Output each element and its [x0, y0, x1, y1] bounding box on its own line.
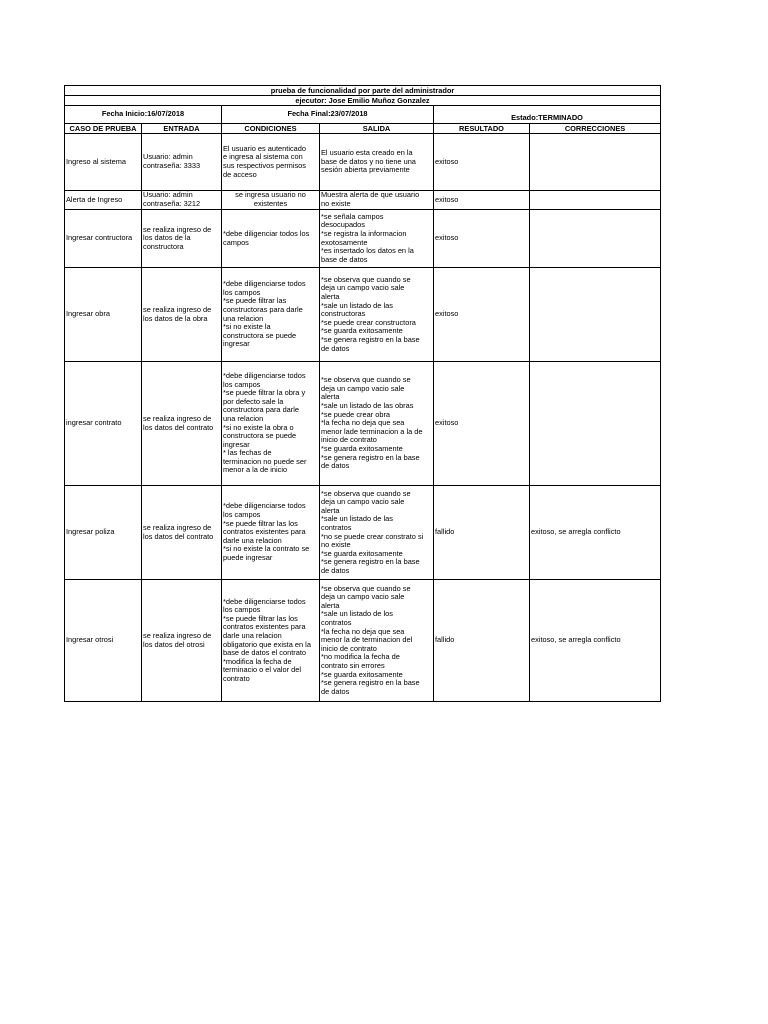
table-row — [65, 362, 661, 486]
corrections — [530, 210, 661, 268]
test-case: Ingresar otrosi — [65, 580, 142, 702]
column-header: SALIDA — [320, 124, 434, 134]
end-date: Fecha Final:23/07/2018 — [222, 106, 434, 124]
column-header: CONDICIONES — [222, 124, 320, 134]
conditions: *debe diligenciar todos los campos — [222, 210, 320, 268]
output: El usuario esta creado en la base de datos y no tiene una sesión abierta previamente — [320, 134, 434, 191]
test-case: Ingresar poliza — [65, 486, 142, 580]
result: fallido — [434, 580, 530, 702]
input: se realiza ingreso de los datos de la constructora — [142, 210, 222, 268]
start-date: Fecha Inicio:16/07/2018 — [65, 106, 222, 124]
output: *se observa que cuando se deja un campo vacio sale alerta *sale un listado de los contratos *la fecha no deja que sea menor la de terminacion del inicio de contrato *no modifica la fecha de contrato sin errores *se guarda exitosamente *se genera registro en la base de datos — [320, 580, 434, 702]
table-row — [65, 486, 661, 580]
status-label: Estado:TERMINADO — [434, 106, 661, 124]
conditions: *debe diligenciarse todos los campos *se puede filtrar las los contratos existentes para darle una relacion *si no existe la contrato se puede ingresar — [222, 486, 320, 580]
executor-name: ejecutor: Jose Emilio Muñoz Gonzalez — [65, 96, 661, 106]
output: Muestra alerta de que usuario no existe — [320, 191, 434, 210]
column-header: RESULTADO — [434, 124, 530, 134]
input: se realiza ingreso de los datos de la obra — [142, 268, 222, 362]
result: exitoso — [434, 134, 530, 191]
table-row — [65, 210, 661, 268]
conditions: *debe diligenciarse todos los campos *se puede filtrar las constructoras para darle una relacion *si no existe la constructora se puede ingresar — [222, 268, 320, 362]
result: exitoso — [434, 210, 530, 268]
output: *se observa que cuando se deja un campo vacio sale alerta *sale un listado de las contratos *no se puede crear constrato si no existe *se guarda exitosamente *se genera registro en la base de datos — [320, 486, 434, 580]
input: Usuario: admin contraseña: 3333 — [142, 134, 222, 191]
corrections: exitoso, se arregla conflicto — [530, 580, 661, 702]
output: *se observa que cuando se deja un campo vacio sale alerta *sale un listado de las constructoras *se puede crear constructora *se guarda exitosamente *se genera registro en la base de datos — [320, 268, 434, 362]
test-case: Ingreso al sistema — [65, 134, 142, 191]
conditions: *debe diligenciarse todos los campos *se puede filtrar la obra y por defecto sale la constructora para darle una relacion *si no existe la obra o constructora se puede ingresar * las fechas de terminacion no puede ser menor a la de inicio — [222, 362, 320, 486]
result: exitoso — [434, 268, 530, 362]
test-report-table — [64, 85, 661, 702]
column-header: CASO DE PRUEBA — [65, 124, 142, 134]
corrections: exitoso, se arregla conflicto — [530, 486, 661, 580]
result: exitoso — [434, 362, 530, 486]
corrections — [530, 191, 661, 210]
output: *se señala campos desocupados *se registra la informacion exotosamente *es insertado los datos en la base de datos — [320, 210, 434, 268]
conditions: El usuario es autenticado e ingresa al sistema con sus respectivos permisos de acceso — [222, 134, 320, 191]
report-title: prueba de funcionalidad por parte del administrador — [65, 86, 661, 96]
table-row — [65, 268, 661, 362]
input: se realiza ingreso de los datos del contrato — [142, 486, 222, 580]
corrections — [530, 134, 661, 191]
table-row — [65, 134, 661, 191]
result: exitoso — [434, 191, 530, 210]
result: fallido — [434, 486, 530, 580]
conditions: *debe diligenciarse todos los campos *se puede filtrar las los contratos existentes para darle una relacion obligatorio que exista en la base de datos el contrato *modifica la fecha de terminacio o el valor del contrato — [222, 580, 320, 702]
column-header: ENTRADA — [142, 124, 222, 134]
corrections — [530, 362, 661, 486]
test-case: Ingresar contructora — [65, 210, 142, 268]
table-row — [65, 191, 661, 210]
input: se realiza ingreso de los datos del contrato — [142, 362, 222, 486]
column-header: CORRECCIONES — [530, 124, 661, 134]
table-row — [65, 580, 661, 702]
input: Usuario: admin contraseña: 3212 — [142, 191, 222, 210]
test-case: Ingresar obra — [65, 268, 142, 362]
column-headers — [65, 124, 661, 134]
conditions: se ingresa usuario no existentes — [222, 191, 320, 210]
input: se realiza ingreso de los datos del otrosi — [142, 580, 222, 702]
corrections — [530, 268, 661, 362]
output: *se observa que cuando se deja un campo vacio sale alerta *sale un listado de las obras *se puede crear obra *la fecha no deja que sea menor lade terminacion a la de inicio de contrato *se guarda exitosamente *se genera registro en la base de datos — [320, 362, 434, 486]
test-case: ingresar contrato — [65, 362, 142, 486]
test-case: Alerta de Ingreso — [65, 191, 142, 210]
